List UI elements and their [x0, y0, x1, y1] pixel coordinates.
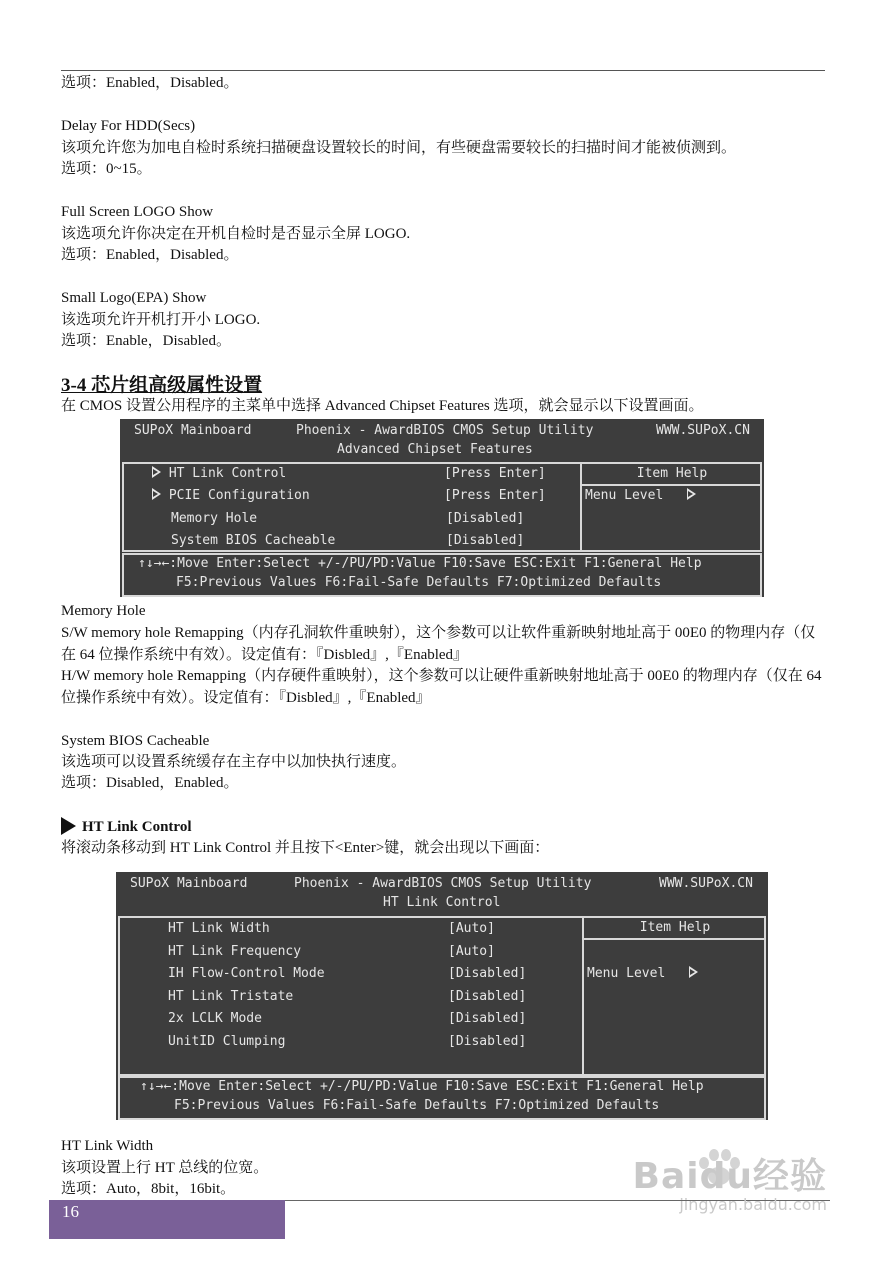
page-number: 16 — [62, 1202, 79, 1221]
setting-title: Memory Hole — [61, 603, 146, 619]
bios-footer-keys: ↑↓→←:Move Enter:Select +/-/PU/PD:Value F10:Save ESC:Exit F1:General Help — [138, 556, 702, 571]
bios-item-value[interactable]: [Press Enter] — [444, 466, 546, 481]
bios-item-value[interactable]: [Disabled] — [446, 533, 525, 548]
bios-screen-title: HT Link Control — [383, 895, 501, 910]
options-text: 选项：Enabled，Disabled。 — [61, 75, 239, 91]
bios-header — [116, 872, 768, 912]
setting-title: System BIOS Cacheable — [61, 733, 210, 749]
setting-description: H/W memory hole Remapping（内存硬件重映射），这个参数可以让硬件重新映射地址高于 00E0 的物理内存（仅在 64 位操作系统中有效）。设定值有：『Disbled』,『Enabled』 — [61, 668, 822, 706]
options-text: 选项：Enable，Disabled。 — [61, 333, 231, 349]
setting-description: 该选项允许你决定在开机自检时是否显示全屏 LOGO. — [61, 226, 411, 242]
bios-item-value[interactable]: [Auto] — [448, 921, 495, 936]
header-rule — [61, 70, 825, 71]
menu-level-arrow-icon — [687, 488, 696, 500]
menu-level-arrow-icon — [689, 966, 698, 978]
setting-description: 该选项可以设置系统缓存在主存中以加快执行速度。 — [61, 754, 407, 770]
bios-item-ih-flow-control-mode[interactable]: IH Flow-Control Mode — [168, 966, 325, 981]
page-number-bar — [49, 1200, 285, 1239]
bios-item-value[interactable]: [Disabled] — [448, 1011, 527, 1026]
watermark-url: jingyan.baidu.com — [679, 1195, 827, 1214]
bios-utility-name: Phoenix - AwardBIOS CMOS Setup Utility — [294, 876, 592, 891]
options-text: 选项：0~15。 — [61, 161, 152, 177]
setting-description: S/W memory hole Remapping（内存孔洞软件重映射），这个参数可以让软件重新映射地址高于 00E0 的物理内存（仅在 64 位操作系统中有效）。设定值有：『Disbled』,『Enabled』 — [61, 625, 816, 663]
bios-utility-name: Phoenix - AwardBIOS CMOS Setup Utility — [296, 423, 594, 438]
bios-item-value[interactable]: [Press Enter] — [444, 488, 546, 503]
bios-item-ht-link-width[interactable]: HT Link Width — [168, 921, 270, 936]
bios-footer-keys: ↑↓→←:Move Enter:Select +/-/PU/PD:Value F10:Save ESC:Exit F1:General Help — [140, 1079, 704, 1094]
setting-description: 该项设置上行 HT 总线的位宽。 — [61, 1160, 269, 1176]
watermark-brand: Baidu经验 — [632, 1156, 827, 1197]
options-text: 选项：Enabled，Disabled。 — [61, 247, 239, 263]
bios-footer — [118, 1076, 766, 1120]
bullet-triangle-icon — [61, 817, 76, 835]
bios-item-2x-lclk-mode[interactable]: 2x LCLK Mode — [168, 1011, 262, 1026]
section-intro: 在 CMOS 设置公用程序的主菜单中选择 Advanced Chipset Features 选项，就会显示以下设置画面。 — [61, 398, 704, 414]
options-text: 选项：Auto，8bit，16bit。 — [61, 1181, 236, 1197]
bios-item-memory-hole[interactable]: Memory Hole — [171, 511, 258, 526]
bios-item-ht-link-frequency[interactable]: HT Link Frequency — [168, 944, 302, 959]
setting-description: 该选项允许开机打开小 LOGO. — [61, 312, 261, 328]
bios-advanced-chipset-screen — [120, 419, 764, 597]
bios-main-panel — [122, 462, 762, 552]
setting-description: 该项允许您为加电自检时系统扫描硬盘设置较长的时间，有些硬盘需要较长的扫描时间才能被侦测到。 — [61, 140, 737, 156]
menu-level: Menu Level — [587, 966, 698, 981]
submenu-arrow-icon — [152, 488, 161, 500]
bios-item-value[interactable]: [Disabled] — [448, 1034, 527, 1049]
menu-level: Menu Level — [585, 488, 696, 503]
bios-header — [120, 419, 764, 459]
bios-item-value[interactable]: [Disabled] — [448, 989, 527, 1004]
bios-site: WWW.SUPoX.CN — [656, 423, 750, 438]
bios-item-unitid-clumping[interactable]: UnitID Clumping — [168, 1034, 286, 1049]
submenu-arrow-icon — [152, 466, 161, 478]
subsection-heading: HT Link Control — [61, 817, 191, 836]
bios-item-value[interactable]: [Disabled] — [448, 966, 527, 981]
bios-brand: SUPoX Mainboard — [134, 423, 252, 438]
bios-footer — [122, 553, 762, 597]
item-help-panel — [580, 464, 762, 550]
item-help-title: Item Help — [584, 918, 766, 940]
bios-footer-defaults: F5:Previous Values F6:Fail-Safe Defaults F7:Optimized Defaults — [176, 575, 662, 590]
setting-title: Full Screen LOGO Show — [61, 204, 214, 220]
setting-title: Delay For HDD(Secs) — [61, 118, 196, 134]
bios-main-panel — [118, 916, 766, 1076]
bios-item-value[interactable]: [Auto] — [448, 944, 495, 959]
bios-item-ht-link-tristate[interactable]: HT Link Tristate — [168, 989, 294, 1004]
item-help-title: Item Help — [582, 464, 762, 486]
options-text: 选项：Disabled，Enabled。 — [61, 775, 239, 791]
subsection-intro: 将滚动条移动到 HT Link Control 并且按下<Enter>键，就会出现以下画面： — [61, 840, 550, 856]
bios-ht-link-control-screen — [116, 872, 768, 1120]
bios-item-system-bios-cacheable[interactable]: System BIOS Cacheable — [171, 533, 336, 548]
bios-brand: SUPoX Mainboard — [130, 876, 248, 891]
setting-title: Small Logo(EPA) Show — [61, 290, 207, 306]
bios-screen-title: Advanced Chipset Features — [337, 442, 533, 457]
bios-site: WWW.SUPoX.CN — [659, 876, 753, 891]
item-help-panel — [582, 918, 766, 1074]
bios-item-pcie-configuration[interactable]: PCIE Configuration — [152, 488, 310, 503]
baidu-watermark — [633, 1148, 827, 1214]
bios-item-value[interactable]: [Disabled] — [446, 511, 525, 526]
bios-footer-defaults: F5:Previous Values F6:Fail-Safe Defaults F7:Optimized Defaults — [174, 1098, 660, 1113]
section-heading: 3-4 芯片组高级属性设置 — [61, 375, 263, 396]
setting-title: HT Link Width — [61, 1138, 154, 1154]
bios-item-ht-link-control[interactable]: HT Link Control — [152, 466, 286, 481]
